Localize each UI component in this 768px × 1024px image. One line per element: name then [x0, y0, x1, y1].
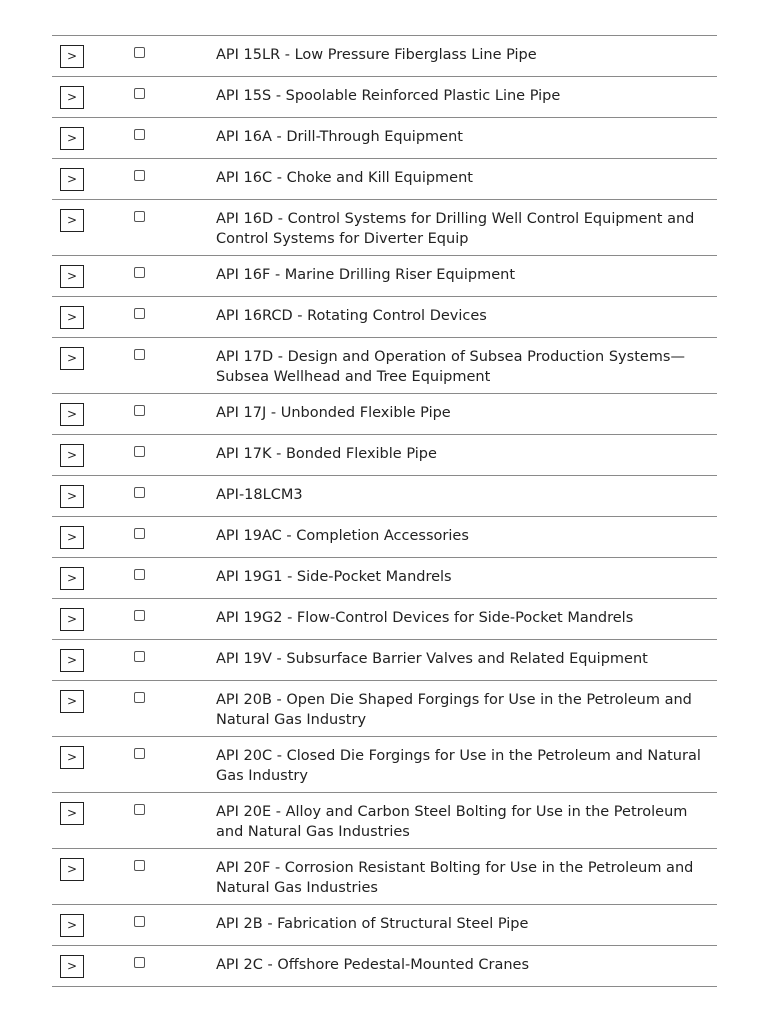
select-checkbox[interactable]: [134, 916, 145, 927]
expand-button[interactable]: >: [60, 955, 84, 978]
item-title: API 19AC - Completion Accessories: [216, 528, 469, 544]
expand-button[interactable]: >: [60, 526, 84, 549]
item-title: API 16A - Drill-Through Equipment: [216, 129, 463, 145]
item-title: API 16C - Choke and Kill Equipment: [216, 170, 473, 186]
expand-button[interactable]: >: [60, 567, 84, 590]
item-title: API 19G2 - Flow-Control Devices for Side-Pocket Mandrels: [216, 610, 634, 626]
expand-button[interactable]: >: [60, 608, 84, 631]
item-title: API 19G1 - Side-Pocket Mandrels: [216, 569, 452, 585]
select-checkbox[interactable]: [134, 47, 145, 58]
item-title: API 15S - Spoolable Reinforced Plastic Line Pipe: [216, 88, 561, 104]
expand-button[interactable]: >: [60, 914, 84, 937]
expand-button[interactable]: >: [60, 127, 84, 150]
item-title: API 20B - Open Die Shaped Forgings for Use in the Petroleum and Natural Gas Industry: [216, 692, 692, 728]
item-title: API 2B - Fabrication of Structural Steel Pipe: [216, 916, 529, 932]
expand-button[interactable]: >: [60, 690, 84, 713]
list-item: [52, 737, 717, 793]
expand-button[interactable]: >: [60, 746, 84, 769]
select-checkbox[interactable]: [134, 610, 145, 621]
expand-button[interactable]: >: [60, 858, 84, 881]
list-item: [52, 118, 717, 159]
select-checkbox[interactable]: [134, 528, 145, 539]
item-title: API 16RCD - Rotating Control Devices: [216, 308, 487, 324]
list-item: [52, 77, 717, 118]
list-item: [52, 435, 717, 476]
expand-button[interactable]: >: [60, 403, 84, 426]
expand-button[interactable]: >: [60, 86, 84, 109]
select-checkbox[interactable]: [134, 748, 145, 759]
item-title: API 19V - Subsurface Barrier Valves and Related Equipment: [216, 651, 648, 667]
list-item: [52, 476, 717, 517]
select-checkbox[interactable]: [134, 860, 145, 871]
select-checkbox[interactable]: [134, 88, 145, 99]
list-item: [52, 681, 717, 737]
item-title: API 20C - Closed Die Forgings for Use in the Petroleum and Natural Gas Industry: [216, 748, 701, 784]
list-item: [52, 517, 717, 558]
select-checkbox[interactable]: [134, 129, 145, 140]
list-item: [52, 946, 717, 987]
select-checkbox[interactable]: [134, 569, 145, 580]
item-title: API 15LR - Low Pressure Fiberglass Line Pipe: [216, 47, 537, 63]
select-checkbox[interactable]: [134, 308, 145, 319]
select-checkbox[interactable]: [134, 267, 145, 278]
expand-button[interactable]: >: [60, 209, 84, 232]
list-item: [52, 200, 717, 256]
item-title: API 17D - Design and Operation of Subsea Production Systems—Subsea Wellhead and Tree Equipment: [216, 349, 685, 385]
expand-button[interactable]: >: [60, 649, 84, 672]
select-checkbox[interactable]: [134, 651, 145, 662]
select-checkbox[interactable]: [134, 211, 145, 222]
standards-list: [52, 35, 717, 987]
expand-button[interactable]: >: [60, 485, 84, 508]
expand-button[interactable]: >: [60, 802, 84, 825]
item-title: API 20F - Corrosion Resistant Bolting for Use in the Petroleum and Natural Gas Industries: [216, 860, 694, 896]
list-item: [52, 36, 717, 77]
select-checkbox[interactable]: [134, 692, 145, 703]
expand-button[interactable]: >: [60, 45, 84, 68]
list-item: [52, 640, 717, 681]
select-checkbox[interactable]: [134, 446, 145, 457]
list-item: [52, 793, 717, 849]
list-item: [52, 905, 717, 946]
expand-button[interactable]: >: [60, 306, 84, 329]
expand-button[interactable]: >: [60, 265, 84, 288]
item-title: API 16D - Control Systems for Drilling Well Control Equipment and Control Systems for Diverter Equip: [216, 211, 695, 247]
list-item: [52, 256, 717, 297]
list-item: [52, 159, 717, 200]
select-checkbox[interactable]: [134, 349, 145, 360]
select-checkbox[interactable]: [134, 170, 145, 181]
expand-button[interactable]: >: [60, 168, 84, 191]
list-item: [52, 558, 717, 599]
select-checkbox[interactable]: [134, 957, 145, 968]
item-title: API 2C - Offshore Pedestal-Mounted Cranes: [216, 957, 530, 973]
expand-button[interactable]: >: [60, 347, 84, 370]
item-title: API 16F - Marine Drilling Riser Equipment: [216, 267, 515, 283]
select-checkbox[interactable]: [134, 405, 145, 416]
list-item: [52, 599, 717, 640]
list-item: [52, 849, 717, 905]
expand-button[interactable]: >: [60, 444, 84, 467]
select-checkbox[interactable]: [134, 487, 145, 498]
list-item: [52, 394, 717, 435]
list-item: [52, 297, 717, 338]
select-checkbox[interactable]: [134, 804, 145, 815]
item-title: API 17J - Unbonded Flexible Pipe: [216, 405, 451, 421]
item-title: API-18LCM3: [216, 487, 303, 503]
item-title: API 17K - Bonded Flexible Pipe: [216, 446, 437, 462]
item-title: API 20E - Alloy and Carbon Steel Bolting for Use in the Petroleum and Natural Gas Industries: [216, 804, 688, 840]
list-item: [52, 338, 717, 394]
